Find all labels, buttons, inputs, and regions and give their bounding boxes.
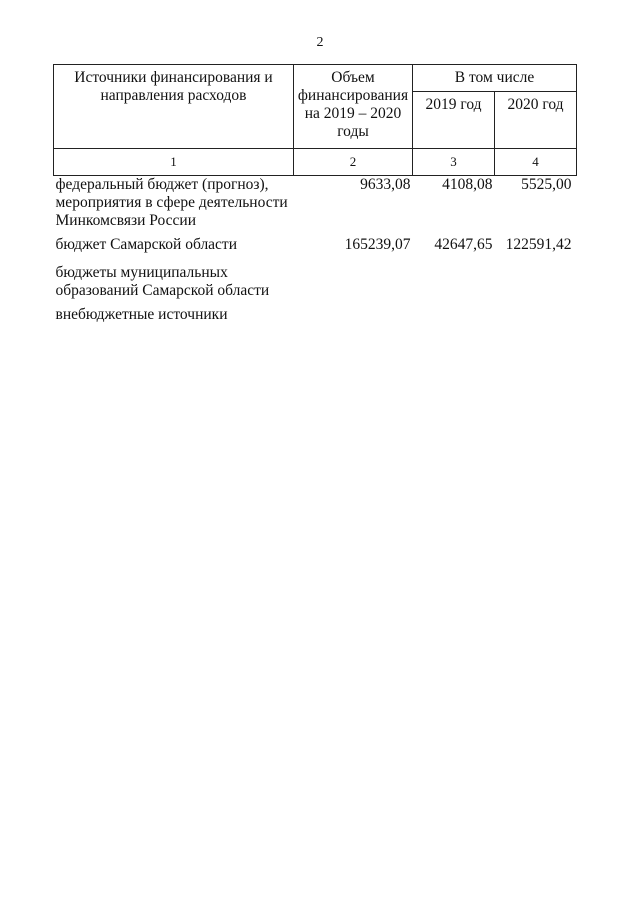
row-2020: 122591,42: [505, 236, 572, 253]
header-including: В том числе: [413, 65, 577, 92]
column-number-row: [54, 149, 577, 176]
header-year-2020: 2020 год: [495, 92, 577, 149]
table-row-federal-budget: [54, 176, 577, 237]
column-number-1: 1: [54, 149, 294, 176]
page-number: 2: [316, 35, 324, 50]
row-source: бюджеты муниципальных образований Самарской области: [55, 264, 270, 299]
financing-table: [53, 64, 577, 324]
row-total: [294, 306, 413, 324]
row-total: 165239,07: [344, 236, 411, 253]
column-number-2: 2: [294, 149, 413, 176]
row-2019: [413, 264, 495, 306]
header-source: Источники финансирования и направления расходов: [54, 65, 294, 149]
row-source: федеральный бюджет (прогноз), мероприятия в сфере деятельности Минкомсвязи России: [55, 176, 288, 229]
row-2019: 4108,08: [442, 176, 493, 193]
table-row-extrabudgetary: [54, 306, 577, 324]
row-source: бюджет Самарской области: [55, 236, 238, 253]
header-volume: Объем финансирования на 2019 – 2020 годы: [294, 65, 413, 149]
row-2019: [413, 306, 495, 324]
column-number-3: 3: [413, 149, 495, 176]
row-total: 9633,08: [360, 176, 411, 193]
header-year-2019: 2019 год: [413, 92, 495, 149]
row-2020: [495, 306, 577, 324]
row-source: внебюджетные источники: [55, 306, 228, 323]
table-body: [54, 176, 577, 325]
table-header: [54, 65, 577, 176]
column-number-4: 4: [495, 149, 577, 176]
row-total: [294, 264, 413, 306]
row-2020: [495, 264, 577, 306]
table-row-municipal-budgets: [54, 264, 577, 306]
row-2020: 5525,00: [521, 176, 572, 193]
table-row-samara-budget: [54, 236, 577, 264]
row-2019: 42647,65: [434, 236, 493, 253]
